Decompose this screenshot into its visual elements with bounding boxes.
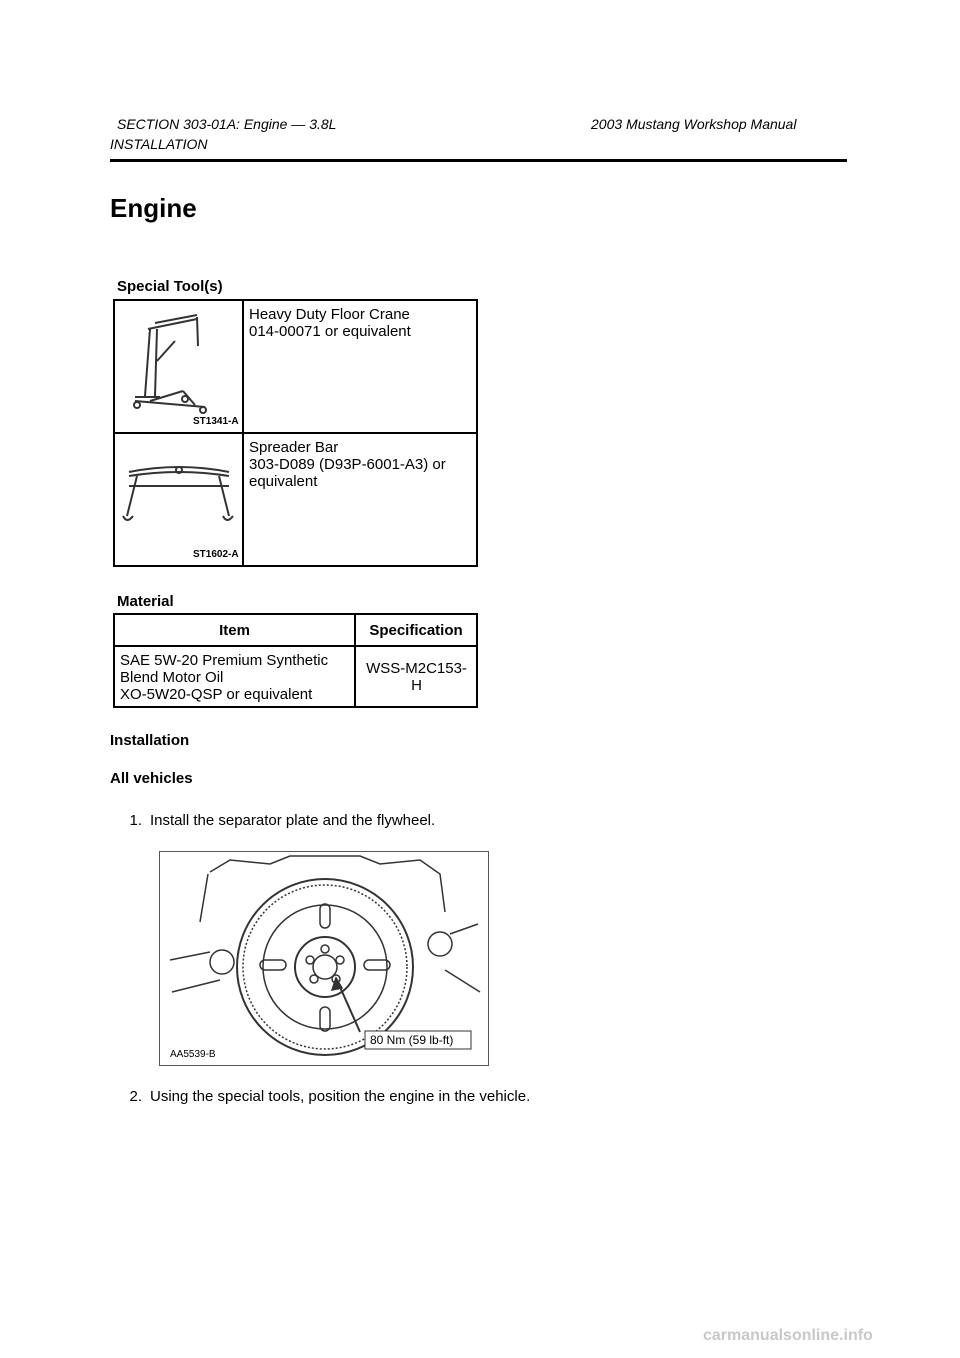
special-tools-table — [113, 299, 478, 567]
material-table — [113, 613, 478, 708]
tool-description-cell — [243, 300, 477, 433]
table-row — [114, 646, 477, 707]
tool-image-code: ST1602-A — [193, 549, 239, 560]
header-section: SECTION 303-01A: Engine — 3.8L — [117, 116, 337, 132]
tool-name: Spreader Bar — [249, 439, 339, 456]
table-header-row — [114, 614, 477, 646]
material-spec-line: WSS-M2C153- — [366, 660, 467, 677]
tool-name: Heavy Duty Floor Crane — [249, 306, 410, 323]
column-header-specification: Specification — [355, 614, 477, 646]
special-tools-caption: Special Tool(s) — [117, 278, 223, 295]
step-text: Using the special tools, position the engine in the vehicle. — [150, 1088, 531, 1105]
step-1 — [110, 812, 435, 829]
step-text: Install the separator plate and the flywheel. — [150, 812, 436, 829]
flywheel-illustration — [160, 852, 488, 1065]
column-header-item: Item — [114, 614, 355, 646]
header-divider — [110, 159, 847, 162]
tool-image-code: ST1341-A — [193, 416, 239, 427]
material-item-line: SAE 5W-20 Premium Synthetic — [120, 652, 329, 669]
tool-description-cell — [243, 433, 477, 566]
installation-heading: Installation — [110, 732, 190, 749]
material-item-line: XO-5W20-QSP or equivalent — [120, 686, 313, 703]
step-2 — [110, 1088, 530, 1105]
watermark: carmanualsonline.info — [703, 1327, 873, 1344]
step-number: 2. — [129, 1088, 142, 1105]
torque-callout: 80 Nm (59 lb-ft) — [370, 1033, 454, 1047]
material-item-cell — [114, 646, 355, 707]
tool-number: 014-00071 or equivalent — [249, 323, 411, 340]
tool-image-cell — [114, 433, 243, 566]
material-spec-cell — [355, 646, 477, 707]
figure-code: AA5539-B — [170, 1049, 216, 1060]
flywheel-figure — [159, 851, 489, 1066]
spreader-bar-illustration — [115, 434, 242, 560]
material-spec-line: H — [411, 677, 422, 694]
tool-number-cont: equivalent — [249, 473, 318, 490]
table-row — [114, 433, 477, 566]
table-row — [114, 300, 477, 433]
material-item-line: Blend Motor Oil — [120, 669, 224, 686]
tool-image-cell — [114, 300, 243, 433]
all-vehicles-subheading: All vehicles — [110, 770, 193, 787]
page-title: Engine — [110, 193, 197, 223]
floor-crane-illustration — [115, 301, 242, 427]
tool-number: 303-D089 (D93P-6001-A3) or — [249, 456, 446, 473]
material-caption: Material — [117, 593, 174, 610]
header-manual-title: 2003 Mustang Workshop Manual — [591, 116, 797, 132]
header-subsection: INSTALLATION — [110, 136, 208, 152]
step-number: 1. — [129, 812, 142, 829]
